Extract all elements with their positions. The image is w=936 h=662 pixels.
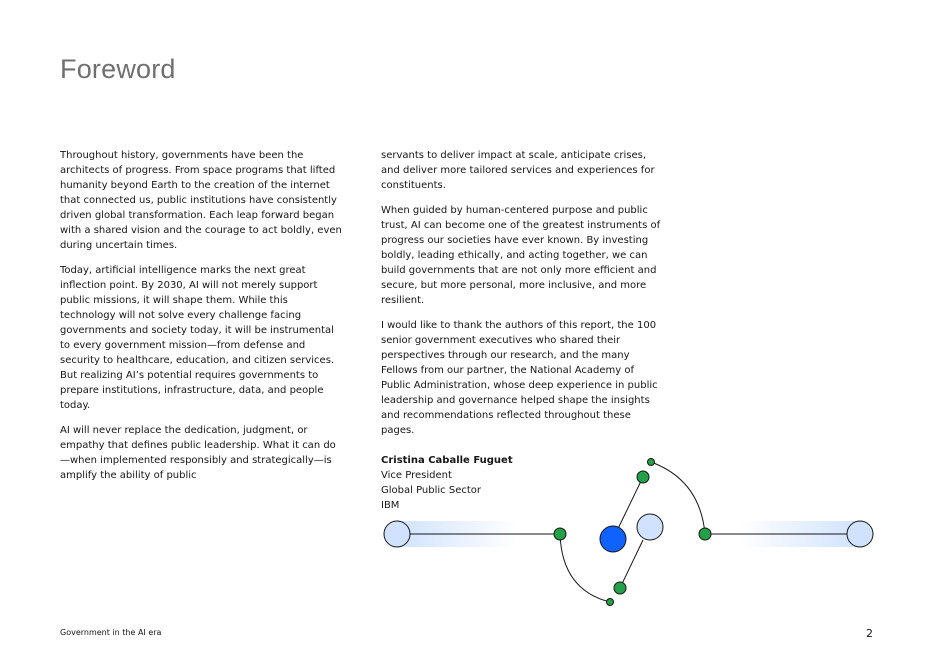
page-number: 2	[866, 627, 873, 640]
node-center-light	[637, 514, 663, 540]
footer-publication: Government in the AI era	[60, 628, 162, 637]
node-green-lower	[614, 582, 626, 594]
page-title: Foreword	[60, 54, 176, 84]
node-small-bottom	[607, 599, 614, 606]
node-green-right	[699, 528, 711, 540]
paragraph-trust: When guided by human-centered purpose and public trust, AI can become one of the greatest instruments of progress our societies have ever known. By investing boldly, leading ethically, and acting together, we can build governments that are not only more efficient and secure, but more personal, more inclusive, and more resilient.	[381, 205, 661, 306]
node-green-left	[554, 528, 566, 540]
paragraph-servants: servants to deliver impact at scale, anticipate crises, and deliver more tailored services and experiences for constituents.	[381, 150, 655, 191]
network-illustration	[370, 450, 890, 620]
node-green-upper	[637, 471, 649, 483]
node-left-large	[384, 521, 410, 547]
node-center-blue	[600, 526, 626, 552]
node-right-large	[847, 521, 873, 547]
signature-unit: Global Public Sector	[381, 485, 481, 496]
node-small-top	[648, 459, 655, 466]
paragraph-thanks: I would like to thank the authors of this report, the 100 senior government executives who shared their perspectives through our research, and the many Fellows from our partner, the National Academy of Public Administration, whose deep experience in public leadership and governance helped shape the insights and recommendations reflected throughout these pages.	[381, 320, 658, 436]
signature-role: Vice President	[381, 470, 452, 481]
signature-name: Cristina Caballe Fuguet	[381, 455, 513, 466]
left-column	[60, 148, 344, 493]
signature-company: IBM	[381, 500, 400, 511]
paragraph-inflection: Today, artificial intelligence marks the next great inflection point. By 2030, AI will not merely support public missions, it will shape them. While this technology will not solve every challenge facing governments and society today, it will be instrumental to every government mission—from defense and security to healthcare, education, and citizen services. But realizing AI’s potential requires governments to prepare institutions, infrastructure, data, and people today.	[60, 265, 335, 411]
paragraph-history: Throughout history, governments have been the architects of progress. From space programs that lifted humanity beyond Earth to the creation of the internet that connected us, public institutions have consistently driven global transformation. Each leap forward began with a shared vision and the courage to act boldly, even during uncertain times.	[60, 150, 342, 251]
paragraph-leadership: AI will never replace the dedication, judgment, or empathy that defines public leadership. What it can do—when implemented responsibly and strategically—is amplify the ability of public	[60, 425, 336, 481]
